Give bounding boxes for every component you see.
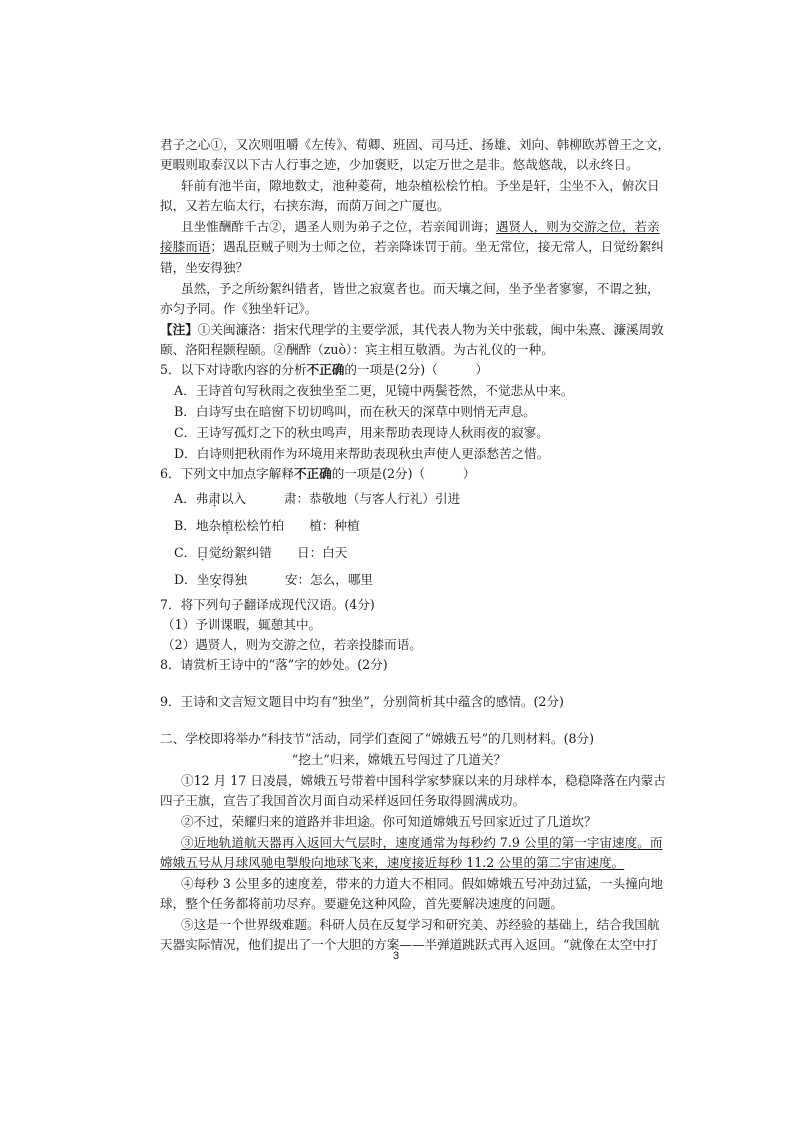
dotted-character: 肃: [208, 491, 221, 506]
article-paragraph: ①12 月 17 日凌晨，嫦娥五号带着中国科学家梦寐以来的月球样本，稳稳降落在内蒙古: [181, 773, 666, 788]
underlined-phrase: 遇贤人，则为交游之位，若亲: [495, 219, 660, 234]
passage-line: 更暇则取泰汉以下古人行事之迹，少加褒贬，以定万世之是非。悠哉悠哉，以永终日。: [160, 157, 639, 172]
section-2-title: 二、学校即将举办“科技节”活动，同学们查阅了“嫦娥五号”的几则材料。(8分): [160, 731, 594, 746]
passage-line: 君子之心①，又次则咀嚼《左传》、荀卿、班固、司马迁、扬雄、刘向、韩柳欧苏曾王之文，: [160, 137, 671, 152]
question-8-stem: 8．请赏析王诗中的“落”字的妙处。(2分): [160, 657, 388, 672]
dotted-character: 植: [221, 518, 234, 533]
annotation-note: 【注】①关闽濂洛：指宋代理学的主要学派，其代表人物为关中张载，闽中朱熹、濂溪周敦: [160, 322, 664, 337]
question-6-option-c: C．日觉纷絮纠错 日：白天: [174, 545, 348, 560]
question-7-stem: 7．将下列句子翻译成现代汉语。(4分): [160, 597, 375, 612]
article-paragraph: ⑤这是一个世界级难题。科研人员在反复学习和研究美、苏经验的基础上，结合我国航: [181, 917, 660, 932]
passage-line: 接膝而语；遇乱臣贼子则为士师之位，若亲降诛罚于前。坐无常位，接无常人，日觉纷絮纠: [160, 239, 664, 254]
underlined-phrase: 接膝而语: [160, 239, 211, 254]
article-heading: “挖土”归来，嫦娥五号闯过了几道关？: [291, 752, 507, 767]
question-6-option-d: D．坐安得独 安：怎么，哪里: [174, 572, 374, 587]
article-paragraph: 天器实际情况，他们提出了一个大胆的方案——半弹道跳跃式再入返回。“就像在太空中打: [160, 937, 658, 952]
passage-line: 错，坐安得独？: [160, 260, 249, 275]
question-7-sentence-1: （1）予训课暇，辄憩其中。: [162, 617, 322, 632]
article-paragraph: 球，整个任务都将前功尽弃。要避免这种风险，首先要解决速度的问题。: [160, 896, 563, 911]
question-7-sentence-2: （2）遇贤人，则为交游之位，若亲投膝而语。: [162, 637, 422, 652]
question-5-option-c: C．王诗写孤灯之下的秋虫鸣声，用来帮助表现诗人秋雨夜的寂寥。: [174, 425, 549, 440]
annotation-note: 颐、洛阳程颢程颐。②酬酢（zuò）：宾主相互敬酒。为古礼仪的一种。: [160, 342, 554, 357]
article-paragraph: ②不过，荣耀归来的道路并非坦途。你可知道嫦娥五号回家近过了几道坎？: [181, 814, 597, 829]
dotted-character: 安: [209, 572, 222, 587]
underlined-paragraph: ③近地轨道航天器再入返回大气层时，速度通常为每秒约 7.9 公里的第一宇宙速度。而: [181, 835, 663, 850]
question-6-option-a: A．弗肃以入 肃：恭敬地（与客人行礼）引进: [174, 491, 461, 506]
passage-line: 虽然，予之所纷絮纠错者，皆世之寂寞者也。而天壤之间，坐予坐者寥寥，不谓之独，: [181, 281, 660, 296]
question-5-stem: 5．以下对诗歌内容的分析不正确的一项是(2分)（ ）: [160, 362, 489, 377]
article-paragraph: 四子王旗，宣告了我国首次月面自动采样返回任务取得圆满成功。: [160, 793, 526, 808]
passage-line: 亦匀予同。作《独坐轩记》。: [160, 301, 318, 316]
page-number: 3: [392, 950, 400, 962]
underlined-paragraph: 嫦娥五号从月球风驰电掣般向地球飞来，速度接近每秒 11.2 公里的第二宇宙速度。: [160, 855, 625, 870]
dotted-character: 日: [196, 545, 209, 560]
question-5-option-a: A．王诗首句写秋雨之夜独坐至二更，见镜中两鬓苍然，不觉悲从中来。: [174, 383, 574, 398]
question-6-stem: 6．下列文中加点字解释不正确的一项是(2分)（ ）: [160, 466, 476, 481]
article-paragraph: ④每秒 3 公里多的速度差，带来的力道大不相同。假如嫦娥五号冲劲过猛，一头撞向地: [181, 876, 663, 891]
passage-line: 且坐惟酬酢千古②，遇圣人则为弟子之位，若亲闻训诲；遇贤人，则为交游之位，若亲: [181, 219, 660, 234]
question-5-option-b: B．白诗写虫在暗窗下切切鸣叫，而在秋天的深草中则悄无声息。: [174, 404, 536, 419]
question-5-option-d: D．白诗则把秋雨作为环境用来帮助表现秋虫声使人更添愁苦之惜。: [174, 446, 550, 461]
question-6-option-b: B．地杂植松桧竹柏 植：种植: [174, 518, 360, 533]
question-9-stem: 9．王诗和文言短文题目中均有“独坐”，分别简析其中蕴含的感情。(2分): [160, 694, 564, 709]
passage-line: 拟，又若左临太行，右挟东海，而荫万间之广厦也。: [160, 198, 450, 213]
note-tag: 【注】: [160, 322, 198, 337]
passage-line: 轩前有池半亩，隙地数丈，池种菱荷，地杂植松桧竹柏。予坐是轩，尘坐不入，俯次日: [181, 178, 660, 193]
